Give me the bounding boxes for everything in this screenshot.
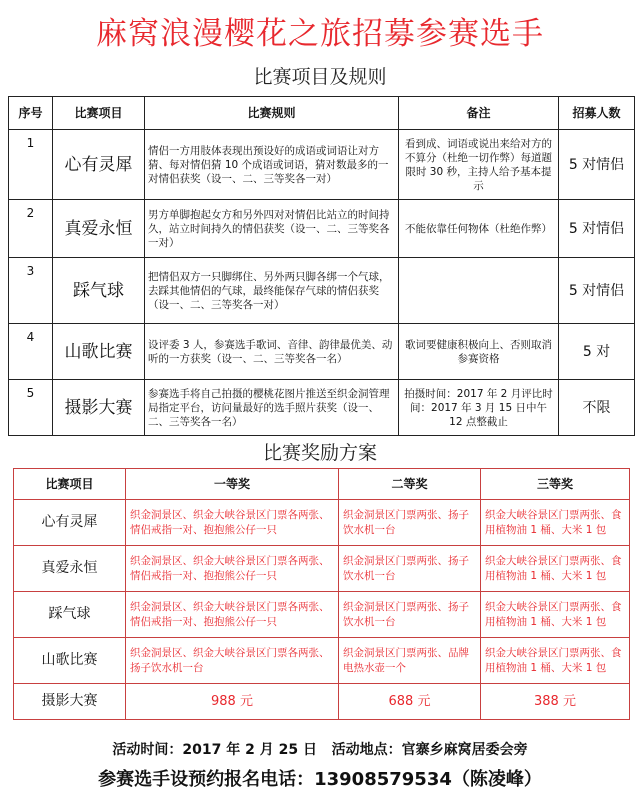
third-prize: 388 元: [481, 684, 630, 720]
second-prize: 织金洞景区门票两张、品牌电热水壶一个: [339, 638, 481, 684]
table-row: [9, 130, 635, 200]
second-prize: 688 元: [339, 684, 481, 720]
table-row: [14, 638, 630, 684]
event-name: 踩气球: [53, 258, 145, 324]
first-prize: 织金洞景区、织金大峡谷景区门票各两张、情侣戒指一对、抱抱熊公仔一只: [126, 500, 339, 546]
first-prize: 织金洞景区、织金大峡谷景区门票各两张、情侣戒指一对、抱抱熊公仔一只: [126, 546, 339, 592]
table-row: [9, 200, 635, 258]
col-header-num: 序号: [9, 97, 53, 130]
second-prize: 织金洞景区门票两张、扬子饮水机一台: [339, 546, 481, 592]
reward-event-name: 踩气球: [14, 592, 126, 638]
first-prize: 织金洞景区、织金大峡谷景区门票各两张、情侣戒指一对、抱抱熊公仔一只: [126, 592, 339, 638]
event-info: 活动时间：2017 年 2 月 25 日 活动地点：官寨乡麻窝居委会旁: [112, 742, 528, 758]
table-row: [14, 684, 630, 720]
table-row: [9, 324, 635, 380]
reward-event-name: 心有灵犀: [14, 500, 126, 546]
page-title: 麻窝浪漫樱花之旅招募参赛选手: [96, 16, 544, 52]
row-num: 3: [9, 258, 53, 324]
event-rule: 把情侣双方一只脚绑住、另外两只脚各绑一个气球，去踩其他情侣的气球，最终能保存气球的情侣获奖（设一、二、三等奖各一对）: [145, 258, 399, 324]
table-row: [14, 592, 630, 638]
col-header-rule: 比赛规则: [145, 97, 399, 130]
table-row: [14, 546, 630, 592]
second-prize: 织金洞景区门票两张、扬子饮水机一台: [339, 592, 481, 638]
col-header-name: 比赛项目: [53, 97, 145, 130]
event-name: 真爱永恒: [53, 200, 145, 258]
col-header-count: 招募人数: [559, 97, 635, 130]
event-count: 5 对情侣: [559, 130, 635, 200]
reward-event-name: 真爱永恒: [14, 546, 126, 592]
rewards-header-row: [14, 469, 630, 500]
col-header-note: 备注: [399, 97, 559, 130]
third-prize: 织金大峡谷景区门票两张、食用植物油 1 桶、大米 1 包: [481, 592, 630, 638]
table-row: [9, 380, 635, 436]
row-num: 4: [9, 324, 53, 380]
event-count: 5 对情侣: [559, 200, 635, 258]
rewards-table: [13, 468, 630, 720]
row-num: 2: [9, 200, 53, 258]
event-rule: 参赛选手将自己拍摄的樱桃花图片推送至织金洞管理局指定平台，访问量最好的选手照片获奖（设一、二、三等奖各一名）: [145, 380, 399, 436]
event-count: 不限: [559, 380, 635, 436]
event-rule: 男方单脚抱起女方和另外四对对情侣比站立的时间持久，站立时间持久的情侣获奖（设一、二、三等奖各一对）: [145, 200, 399, 258]
event-count: 5 对: [559, 324, 635, 380]
event-note: 歌词要健康积极向上、否则取消参赛资格: [399, 324, 559, 380]
event-note: [399, 258, 559, 324]
event-rule: 情侣一方用肢体表现出预设好的成语或词语让对方猜、每对情侣猜 10 个成语或词语，猜对数最多的一对情侣获奖（设一、二、三等奖各一对）: [145, 130, 399, 200]
event-rule: 设评委 3 人，参赛选手歌词、音律、韵律最优美、动听的一方获奖（设一、二、三等奖各一名）: [145, 324, 399, 380]
row-num: 5: [9, 380, 53, 436]
first-prize: 织金洞景区、织金大峡谷景区门票各两张、扬子饮水机一台: [126, 638, 339, 684]
reward-event-name: 摄影大赛: [14, 684, 126, 720]
event-note: 不能依靠任何物体（杜绝作弊）: [399, 200, 559, 258]
first-prize: 988 元: [126, 684, 339, 720]
rewards-heading: 比赛奖励方案: [262, 442, 377, 464]
reward-event-name: 山歌比赛: [14, 638, 126, 684]
rules-heading: 比赛项目及规则: [253, 66, 387, 88]
col-header-second: 二等奖: [339, 469, 481, 500]
second-prize: 织金洞景区门票两张、扬子饮水机一台: [339, 500, 481, 546]
col-header-event: 比赛项目: [14, 469, 126, 500]
col-header-first: 一等奖: [126, 469, 339, 500]
event-name: 摄影大赛: [53, 380, 145, 436]
third-prize: 织金大峡谷景区门票两张、食用植物油 1 桶、大米 1 包: [481, 500, 630, 546]
event-note: 看到成、词语或说出来给对方的不算分（杜绝一切作弊）每道题限时 30 秒，主持人给予基本提示: [399, 130, 559, 200]
table-row: [14, 500, 630, 546]
event-name: 山歌比赛: [53, 324, 145, 380]
table-row: [9, 258, 635, 324]
contact-phone: 参赛选手设预约报名电话：13908579534（陈凌峰）: [98, 769, 542, 790]
third-prize: 织金大峡谷景区门票两张、食用植物油 1 桶、大米 1 包: [481, 638, 630, 684]
third-prize: 织金大峡谷景区门票两张、食用植物油 1 桶、大米 1 包: [481, 546, 630, 592]
col-header-third: 三等奖: [481, 469, 630, 500]
rules-table: [8, 96, 635, 436]
event-count: 5 对情侣: [559, 258, 635, 324]
row-num: 1: [9, 130, 53, 200]
rules-header-row: [9, 97, 635, 130]
event-name: 心有灵犀: [53, 130, 145, 200]
event-note: 拍摄时间：2017 年 2 月评比时间：2017 年 3 月 15 日中午 12 点整截止: [399, 380, 559, 436]
